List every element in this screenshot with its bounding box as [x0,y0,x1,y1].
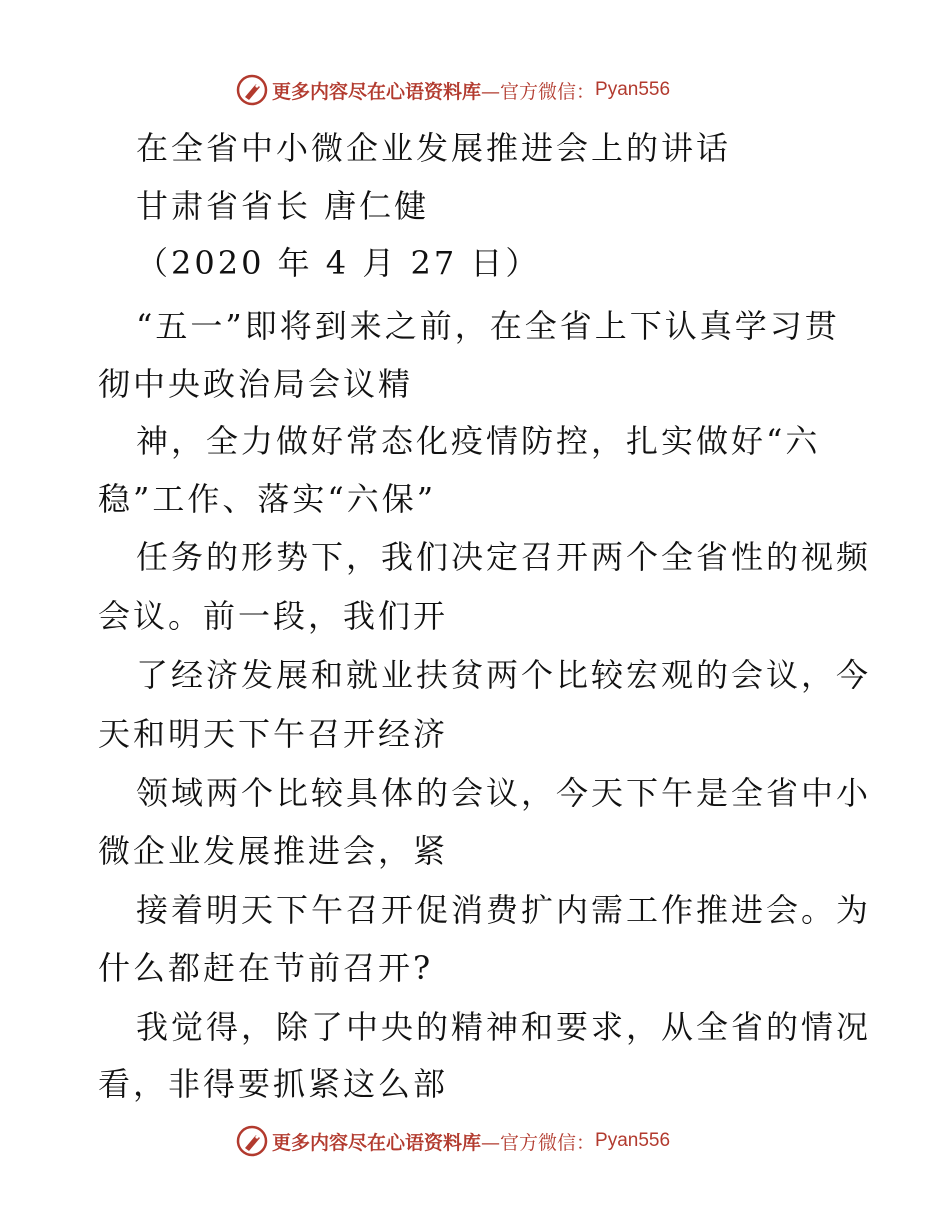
body-line: 彻中央政治局会议精 [98,365,414,403]
body-line: 领域两个比较具体的会议，今天下午是全省中小 [136,774,872,812]
watermark-footer [236,1124,670,1158]
body-line: 了经济发展和就业扶贫两个比较宏观的会议，今 [136,656,872,694]
body-line: 任务的形势下，我们决定召开两个全省性的视频 [136,538,872,576]
body-line: 稳”工作、落实“六保” [98,480,437,518]
body-line: 接着明天下午召开促消费扩内需工作推进会。为 [136,891,872,929]
watermark-text-dash: —官方微信： [481,1131,596,1154]
body-line: “五一”即将到来之前，在全省上下认真学习贯 [136,307,840,345]
watermark-header [236,73,670,107]
body-line: 天和明天下午召开经济 [98,715,449,753]
body-line: 看，非得要抓紧这么部 [98,1065,449,1103]
watermark-id: Pyan556 [595,1130,671,1151]
pen-nib-circle-icon [236,1125,268,1157]
body-line: 神，全力做好常态化疫情防控，扎实做好“六 [136,422,821,460]
watermark-text-dash: —官方微信： [481,80,596,103]
body-line: 我觉得，除了中央的精神和要求，从全省的情况 [136,1008,872,1046]
body-line: 微企业发展推进会，紧 [98,832,449,870]
document-author: 甘肃省省长 唐仁健 [136,187,430,225]
body-line: 什么都赶在节前召开? [98,949,434,987]
watermark-id: Pyan556 [595,79,671,100]
document-date: （2020 年 4 月 27 日） [136,244,541,282]
document-title: 在全省中小微企业发展推进会上的讲话 [136,129,732,167]
watermark-text-main: 更多内容尽在心语资料库 [272,1131,482,1154]
watermark-text-main: 更多内容尽在心语资料库 [272,80,482,103]
pen-nib-circle-icon [236,74,268,106]
body-line: 会议。前一段，我们开 [98,597,449,635]
